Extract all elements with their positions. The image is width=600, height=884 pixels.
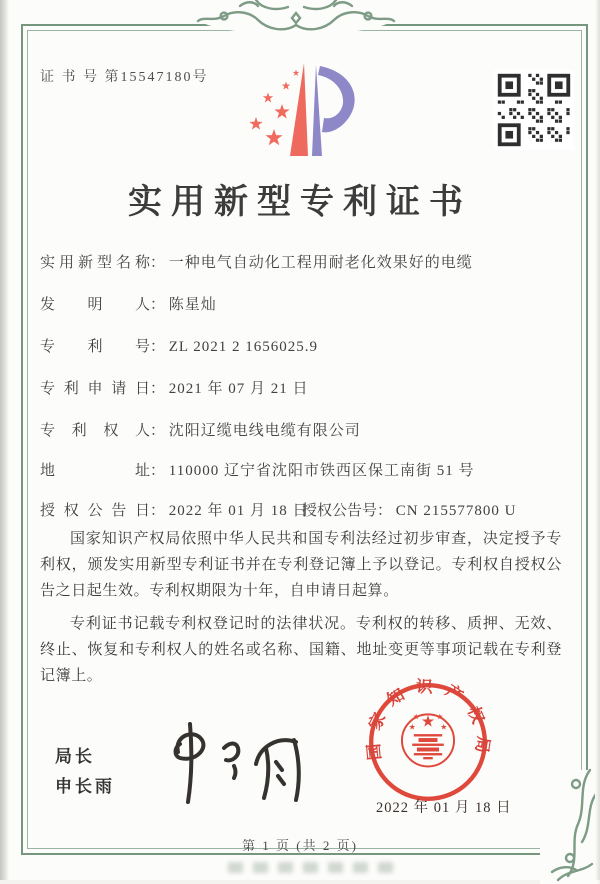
field-value: 2022 年 01 月 18 日: [168, 503, 309, 519]
legal-paragraph-1: 国家知识产权局依照中华人民共和国专利法经过初步审查，决定授予专利权，颁发实用新型专利证书并在专利登记簿上予以登记。专利权自授权公告之日起生效。专利权期限为十年，自申请日起算。: [40, 531, 562, 599]
field-label: 实用新型名称: [40, 255, 150, 271]
field-value: 110000 辽宁省沈阳市铁西区保工南街 51 号: [168, 463, 475, 479]
seal-text: 国家知识产权局: [363, 677, 494, 766]
field-label: 授权公告日: [40, 503, 150, 519]
field-value: 一种电气自动化工程用耐老化效果好的电缆: [168, 255, 473, 271]
field-row-patent-number: 专利号： ZL 2021 2 1656025.9: [40, 335, 570, 356]
field-row-inventor: 发明人： 陈星灿: [40, 293, 570, 314]
signer-name: 申长雨: [55, 777, 115, 796]
field-label: 授权公告号: [302, 503, 378, 519]
legal-text-block: [40, 526, 562, 689]
field-label: 专利申请日: [40, 381, 150, 397]
field-row-address: 地址： 110000 辽宁省沈阳市铁西区保工南街 51 号: [40, 459, 570, 480]
legal-paragraph-2: 专利证书记载专利权登记时的法律状况。专利权的转移、质押、无效、终止、恢复和专利权人的姓名或名称、国籍、地址变更等事项记载在专利登记簿上。: [40, 616, 562, 684]
page-number: 第 1 页 (共 2 页): [242, 838, 358, 853]
scan-edge-left: [0, 0, 9, 880]
cnipa-logo-icon: [238, 60, 358, 160]
field-value: ZL 2021 2 1656025.9: [168, 339, 319, 355]
qr-code: [494, 70, 574, 150]
field-value: 陈星灿: [168, 297, 217, 313]
field-value: CN 215577800 U: [395, 503, 517, 519]
handwritten-signature: [150, 718, 325, 810]
national-emblem-icon: [402, 714, 454, 767]
field-label: 专利号: [40, 339, 150, 355]
field-row-filing-date: 专利申请日： 2021 年 07 月 21 日: [40, 377, 570, 398]
field-row-patentee: 专利权人： 沈阳辽缆电线电缆有限公司: [40, 419, 570, 440]
field-label: 专利权人: [40, 423, 150, 439]
scan-edge-right: [595, 0, 600, 880]
certificate-title: 实用新型专利证书: [128, 184, 472, 221]
official-seal: [357, 671, 499, 813]
dragon-ornament-corner-icon: [532, 766, 598, 884]
field-value: 2021 年 07 月 21 日: [168, 381, 309, 397]
field-value: 沈阳辽缆电线电缆有限公司: [168, 423, 361, 439]
field-row-grant: 授权公告日： 2022 年 01 月 18 日 授权公告号： CN 215577800 U: [40, 499, 570, 520]
field-label: 发明人: [40, 297, 150, 313]
field-row-name: 实用新型名称： 一种电气自动化工程用耐老化效果好的电缆: [40, 251, 570, 272]
signer-title: 局长: [55, 747, 95, 766]
signer-block: [55, 742, 115, 802]
dragon-ornament-top-icon: [194, 0, 398, 44]
seal-date: 2022 年 01 月 18 日: [376, 800, 512, 816]
field-grant-number: 授权公告号： CN 215577800 U: [302, 503, 517, 519]
certificate-number: 证 书 号 第15547180号: [40, 70, 209, 85]
show-through-smudge: [228, 862, 393, 873]
field-label: 地址: [40, 463, 150, 479]
